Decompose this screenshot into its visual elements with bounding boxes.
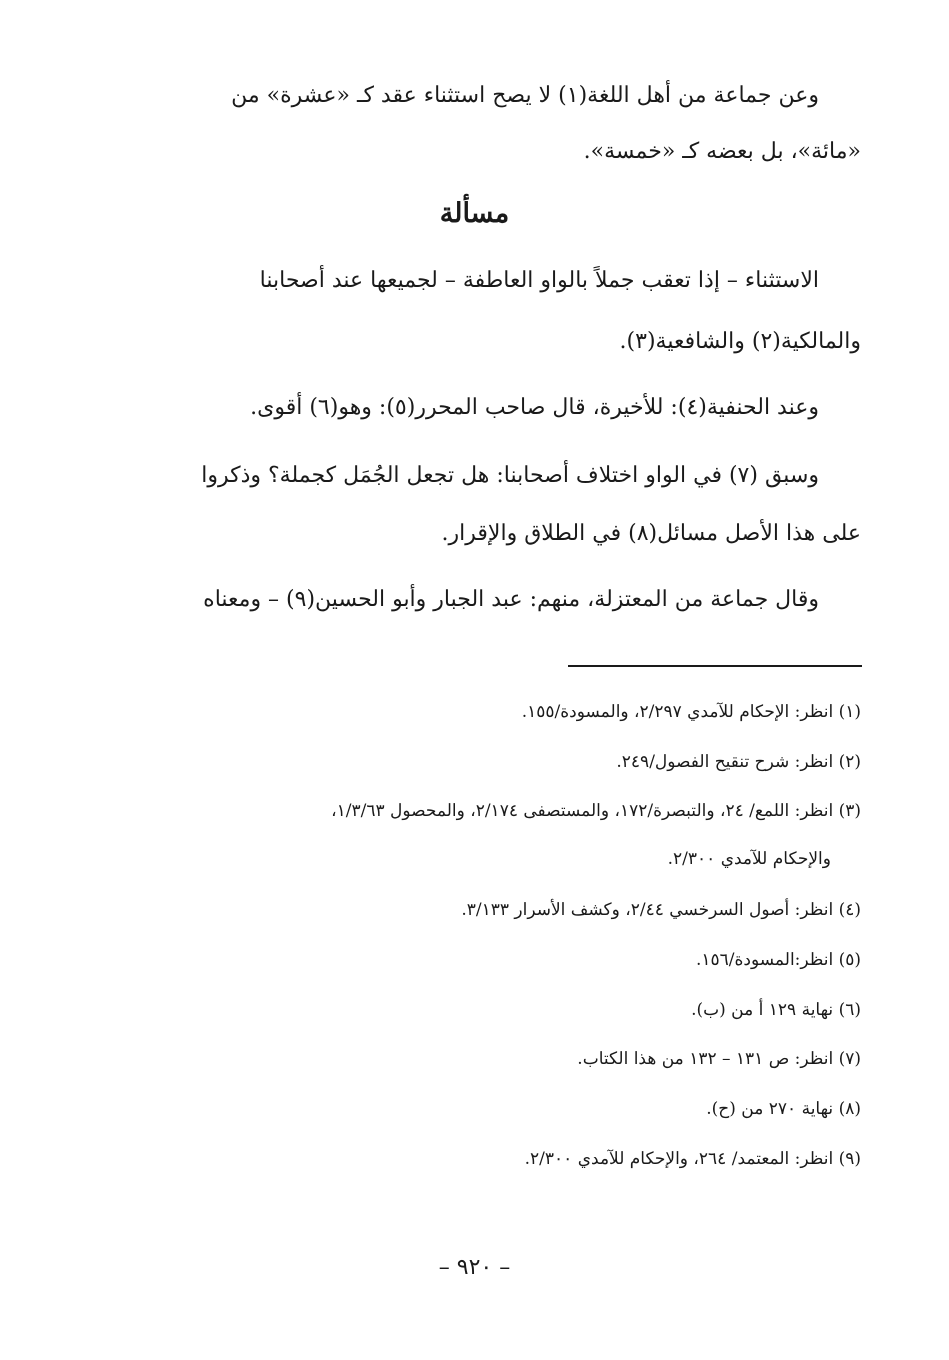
body-line: وعند الحنفية(٤): للأخيرة، قال صاحب المحرر(٥): وهو(٦) أقوى. xyxy=(250,395,819,420)
footnote: (٤) انظر: أصول السرخسي ٢/٤٤، وكشف الأسرار ٣/١٣٣. xyxy=(461,900,861,920)
footnote: (٣) انظر: اللمع/ ٢٤، والتبصرة/١٧٢، والمستصفى ٢/١٧٤، والمحصول ١/٣/٦٣، xyxy=(331,801,861,821)
footnote: (٧) انظر: ص ١٣١ – ١٣٢ من هذا الكتاب. xyxy=(577,1049,861,1069)
section-heading: مسألة xyxy=(439,198,510,229)
body-line: والمالكية(٢) والشافعية(٣). xyxy=(619,329,861,354)
footnote: (٢) انظر: شرح تنقيح الفصول/٢٤٩. xyxy=(616,752,861,772)
body-line: الاستثناء – إذا تعقب جملاً بالواو العاطفة – لجميعها عند أصحابنا xyxy=(259,268,819,293)
footnote: (٩) انظر: المعتمد/ ٢٦٤، والإحكام للآمدي ٢/٣٠٠. xyxy=(524,1149,861,1169)
footnote: (٥) انظر:المسودة/١٥٦. xyxy=(695,950,861,970)
footnote: والإحكام للآمدي ٢/٣٠٠. xyxy=(667,849,831,869)
footnote: (١) انظر: الإحكام للآمدي ٢/٢٩٧، والمسودة/١٥٥. xyxy=(521,702,861,722)
footnote: (٨) نهاية ٢٧٠ من (ح). xyxy=(706,1099,861,1119)
body-line: على هذا الأصل مسائل(٨) في الطلاق والإقرار. xyxy=(441,521,861,546)
footnote-separator xyxy=(568,665,862,667)
body-line: «مائة»، بل بعضه كـ «خمسة». xyxy=(583,139,861,164)
body-line: وسبق (٧) في الواو اختلاف أصحابنا: هل تجعل الجُمَل كجملة؟ وذكروا xyxy=(201,463,819,488)
page-number: – ٩٢٠ – xyxy=(438,1255,511,1280)
footnote: (٦) نهاية ١٢٩ أ من (ب). xyxy=(691,1000,861,1020)
body-line: وقال جماعة من المعتزلة، منهم: عبد الجبار وأبو الحسين(٩) – ومعناه xyxy=(203,587,819,612)
body-line: وعن جماعة من أهل اللغة(١) لا يصح استثناء عقد كـ «عشرة» من xyxy=(231,83,819,108)
